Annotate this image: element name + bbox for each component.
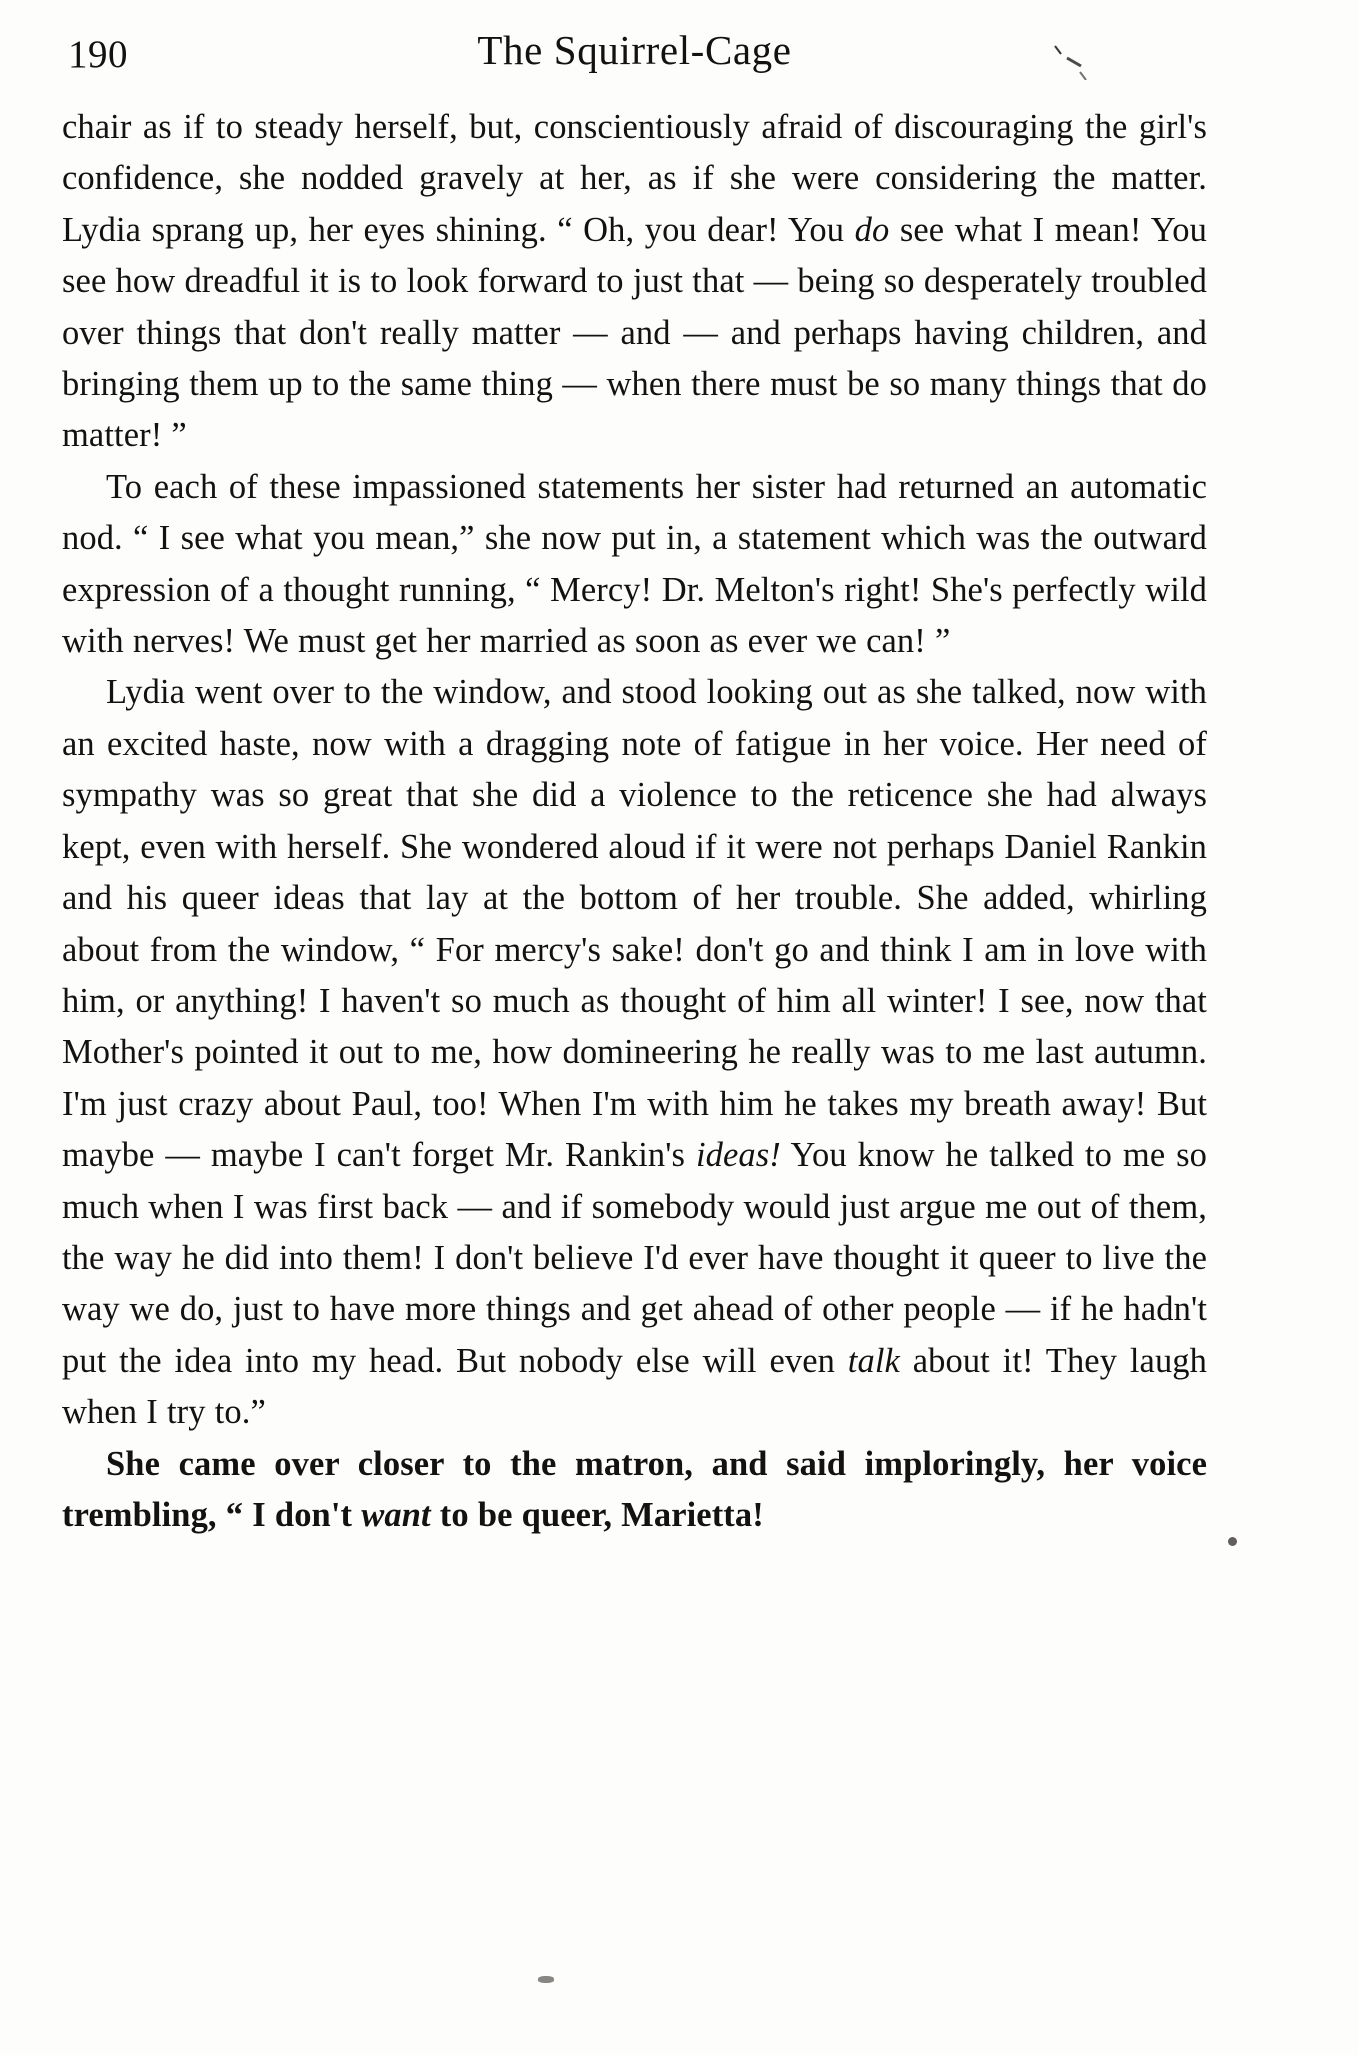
running-head	[62, 18, 1207, 96]
emphasis-text: do	[854, 210, 890, 249]
text-run: You know he talked to me so much when I was first back — and if somebody would just argue me out of them, the way he did into them! I don't believe I'd ever have thought it queer to live the way we do, just to have more things and get ahead of other people — if he hadn't put the idea into my head. But nobody else will even	[62, 1136, 1207, 1380]
paragraph	[62, 462, 1207, 668]
paragraph	[62, 1439, 1207, 1542]
text-run: see what I mean! You see how dreadful it is to look forward to just that — being so desperately troubled over things that don't really matter — and — and perhaps having children, and bringing them up to the same thing — when there must be so many things that do matter! ”	[62, 210, 1207, 455]
page-content	[62, 18, 1207, 1541]
text-run: to be queer, Marietta!	[430, 1495, 764, 1534]
text-run: She came over closer to the matron, and said imploringly, her voice trembling, “ I don't	[62, 1444, 1207, 1534]
paragraph	[62, 102, 1207, 462]
text-run: To each of these impassioned statements her sister had returned an automatic nod. “ I see what you mean,” she now put in, a statement which was the outward expression of a thought running, “ Mercy! Dr. Melton's right! She's perfectly wild with nerves! We must get her married as soon as ever we can! ”	[62, 467, 1207, 661]
bottom-speck-icon	[538, 1976, 554, 1983]
text-run: Lydia went over to the window, and stood looking out as she talked, now with an excited haste, now with a dragging note of fatigue in her voice. Her need of sympathy was so great that she did a violence to the reticence she had always kept, even with herself. She wondered aloud if it were not perhaps Daniel Rankin and his queer ideas that lay at the bottom of her trouble. She added, whirling about from the window, “ For mercy's sake! don't go and think I am in love with him, or anything! I haven't so much as thought of him all winter! I see, now that Mother's pointed it out to me, how domineering he really was to me last autumn. I'm just crazy about Paul, too! When I'm with him he takes my breath away! But maybe — maybe I can't forget Mr. Rankin's	[62, 673, 1207, 1175]
emphasis-text: ideas!	[695, 1136, 781, 1175]
text-run: about it! They laugh when I try to.”	[62, 1341, 1207, 1432]
paragraph	[62, 667, 1207, 1438]
page-number: 190	[68, 33, 128, 76]
body-text	[62, 102, 1207, 1541]
text-run: chair as if to steady herself, but, conscientiously afraid of discouraging the girl's confidence, she nodded gravely at her, as if she were considering the matter. Lydia sprang up, her eyes shining. “ Oh, you dear! You	[62, 108, 1207, 249]
margin-speck-icon	[1228, 1537, 1237, 1546]
page-title: The Squirrel-Cage	[477, 27, 792, 73]
emphasis-text: talk	[847, 1341, 900, 1380]
emphasis-text: want	[361, 1495, 431, 1534]
